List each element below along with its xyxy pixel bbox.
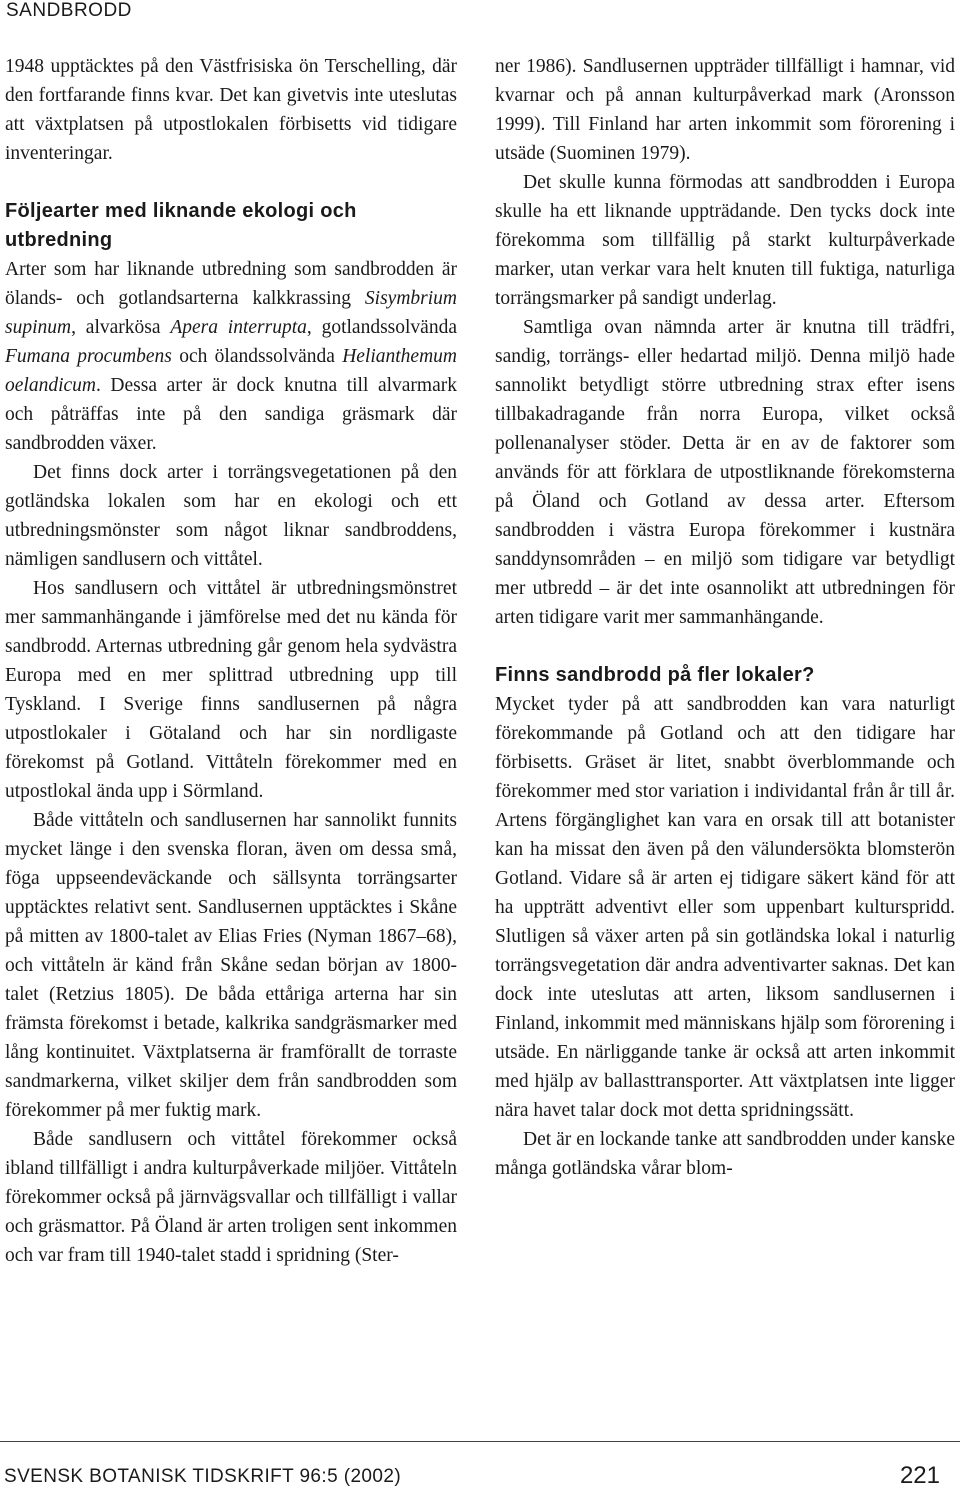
- page-number: 221: [899, 1462, 940, 1489]
- species-name: Apera interrupta: [170, 317, 307, 338]
- paragraph: Mycket tyder på att sandbrodden kan vara naturligt förekommande på Gotland och att den tidigare har förbisetts. Gräset är litet, snabbt överblommande och förekommer med stor variation i individantal från år till år. Artens förgänglighet kan vara en orsak till att botanister kan ha missat den även på den välundersökta blomsterön Gotland. Vidare så är arten ej tidigare säkert känd för att ha uppträtt adventivt eller som uppenbart kulturspridd. Slutligen så växer arten på sin gotländska lokal i naturlig torrängsvegetation där andra adventivarter saknas. Det kan dock inte uteslutas att arten, liksom sandlusernen i Finland, inkommit med människans hjälp som förorening i utsäde. En närliggande tanke är också att arten inkommit med hjälp av ballasttransporter. Att växtplatsen inte ligger nära havet talar dock mot detta spridningssätt.: [495, 694, 955, 1121]
- paragraph: [5, 255, 457, 458]
- right-column: [495, 52, 955, 1183]
- paragraph: 1948 upptäcktes på den Västfrisiska ön Terschelling, där den fortfarande finns kvar. Det kan givetvis inte uteslutas att växtplatsen på utpostlokalen förbisetts vid tidigare inventeringar.: [5, 56, 457, 164]
- species-name: Helianthemum oelandicum: [5, 346, 457, 396]
- paragraph: ner 1986). Sandlusernen uppträder tillfälligt i hamnar, vid kvarnar och på annan kulturpåverkad mark (Aronsson 1999). Till Finland har arten inkommit som förorening i utsäde (Suominen 1979).: [495, 56, 955, 164]
- paragraph: Det är en lockande tanke att sandbrodden under kanske många gotländska vårar blom-: [495, 1129, 955, 1179]
- paragraph: Både sandlusern och vittåtel förekommer också ibland tillfälligt i andra kulturpåverkade miljöer. Vittåteln förekommer också på järnvägsvallar och tillfälligt i vallar och gräsmattor. På Öland är arten troligen sent inkommen och var fram till 1940-talet stadd i spridning (Ster-: [5, 1129, 457, 1266]
- section-heading: Finns sandbrodd på fler lokaler?: [495, 664, 815, 686]
- footer-divider: [0, 1441, 960, 1442]
- running-head: SANDBRODD: [6, 0, 132, 21]
- text-run: , gotlandssolvända: [306, 317, 457, 338]
- species-name: Sisymbrium supinum: [5, 288, 457, 338]
- section-heading: Följearter med liknande ekologi och utbredning: [5, 200, 357, 251]
- text-run: och ölandssolvända: [171, 346, 343, 367]
- paragraph: Det skulle kunna förmodas att sandbrodden i Europa skulle ha ett liknande uppträdande. Den tycks dock inte förekomma som tillfällig på starkt kulturpåverkade marker, utan verkar vara helt knuten till fuktiga, naturliga torrängsmarker på sandigt underlag.: [495, 172, 955, 309]
- paragraph: Både vittåteln och sandlusernen har sannolikt funnits mycket länge i den svenska floran, även om dessa små, föga uppseendeväckande och sällsynta torrängsarter upptäcktes relativt sent. Sandlusernen upptäcktes i Skåne på mitten av 1800-talet av Elias Fries (Nyman 1867–68), och vittåteln är känd från Skåne sedan början av 1800-talet (Retzius 1805). De båda ettåriga arterna har sin främsta förekomst i betade, kalkrika sandgräsmarker med lång kontinuitet. Växtplatserna är framförallt de torraste sandmarkerna, vilket skiljer dem från sandbrodden som förekommer på mer fuktig mark.: [5, 810, 457, 1121]
- left-column: [5, 52, 457, 1270]
- paragraph: Hos sandlusern och vittåtel är utbredningsmönstret mer sammanhängande i jämförelse med det nu kända för sandbrodd. Arternas utbredning går genom hela sydvästra Europa med en mer splittrad utbredning upp till Tyskland. I Sverige finns sandlusernen på några utpostlokaler i Götaland och har sin nordligaste förekomst på Gotland. Vittåteln förekommer med en utpostlokal ända upp i Sörmland.: [5, 578, 457, 802]
- text-run: . Dessa arter är dock knutna till alvarmark och påträffas inte på den sandiga gräsmark där sandbrodden växer.: [5, 375, 457, 454]
- text-run: Arter som har liknande utbredning som sandbrodden är ölands- och gotlandsarterna kalkkrassing: [5, 259, 457, 309]
- journal-citation: SVENSK BOTANISK TIDSKRIFT 96:5 (2002): [4, 1466, 402, 1487]
- paragraph: Det finns dock arter i torrängsvegetationen på den gotländska lokalen som har en ekologi och ett utbredningsmönster som något liknar sandbroddens, nämligen sandlusern och vittåtel.: [5, 462, 457, 570]
- species-name: Fumana procumbens: [5, 346, 172, 367]
- text-run: , alvarkösa: [71, 317, 171, 338]
- paragraph: Samtliga ovan nämnda arter är knutna till trädfri, sandig, torrängs- eller hedartad miljö. Denna miljö hade sannolikt betydligt större utbredning strax efter isens tillbakadragande från norra Europa, vilket också pollenanalyser stöder. Detta är en av de faktorer som används för att förklara de utpostliknande förekomsterna på Öland och Gotland av dessa arter. Eftersom sandbrodden i västra Europa förekommer i kustnära sanddynsområden – en miljö som tidigare var betydligt mer utbredd – är det inte osannolikt att utbredningen för arten tidigare varit mer sammanhängande.: [495, 317, 955, 628]
